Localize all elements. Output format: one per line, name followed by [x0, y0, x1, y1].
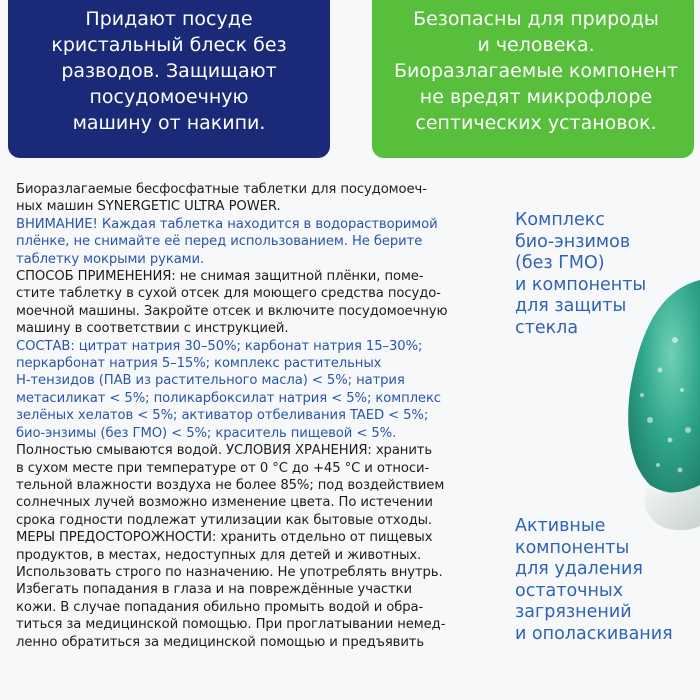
composition-line: био-энзимы (без ГМО) < 5%; краситель пищевой < 5%.: [16, 425, 397, 441]
caption-line: Активные: [515, 516, 606, 536]
text-line: Полностью смываются водой. УСЛОВИЯ ХРАНЕНИЯ: хранить: [16, 443, 433, 459]
text-line: ленно обратиться за медицинской помощью и предъявить: [16, 634, 425, 650]
panel-right-line: не вредят микрофлоре: [419, 86, 653, 108]
product-description-text: [16, 181, 496, 651]
text-line: ных машин SYNERGETIC ULTRA POWER.: [16, 199, 281, 215]
text-line: стите таблетку в сухой отсек для моющего средства посудо-: [16, 286, 441, 302]
text-line: в сухом месте при температуре от 0 °С до +45 °С и относи-: [16, 460, 430, 476]
panel-left-line: кристальный блеск без: [51, 34, 287, 56]
caption-line: био-энзимов: [515, 231, 631, 252]
caption-line: и ополаскивания: [515, 623, 673, 644]
composition-line: метасиликат < 5%; поликарбоксилат натрия < 5%; комплекс: [16, 390, 441, 406]
text-line: кожи. В случае попадания обильно промыть водой и обра-: [16, 599, 424, 615]
right-info-panel: [372, 0, 694, 158]
text-line: моечной машины. Закройте отсек и включите посудомоечную: [16, 303, 448, 319]
text-line: продуктов, в местах, недоступных для детей и животных.: [16, 547, 422, 563]
text-line: срока годности подлежат утилизации как бытовые отходы.: [16, 512, 433, 528]
composition-line: Н-тензидов (ПАВ из растительного масла) < 5%; натрия: [16, 373, 405, 389]
text-line: СПОСОБ ПРИМЕНЕНИЯ: не снимая защитной плёнки, поме-: [16, 269, 424, 285]
caption-line: для удаления: [515, 559, 643, 579]
text-line: тельной влажности воздуха не более 85%; под воздействием: [16, 477, 445, 493]
text-line: Биоразлагаемые бесфосфатные таблетки для посудомоеч-: [16, 182, 427, 197]
panel-right-line: Безопасны для природы: [413, 8, 659, 30]
composition-line: перкарбонат натрия 5–15%; комплекс растительных: [16, 356, 382, 372]
text-line: МЕРЫ ПРЕДОСТОРОЖНОСТИ: хранить отдельно от пищевых: [16, 530, 433, 546]
caption-line: Комплекс: [515, 210, 605, 230]
caption-line: остаточных: [515, 580, 624, 601]
caption-line: стекла: [515, 317, 579, 338]
composition-line: зелёных хелатов < 5%; активатор отбеливания TAED < 5%;: [16, 408, 429, 424]
panel-left-line: посудомоечную: [89, 86, 249, 108]
panel-right-line: септических установок.: [415, 112, 657, 134]
text-line: солнечных лучей возможно изменение цвета. По истечении: [16, 495, 433, 511]
text-line: Избегать попадания в глаза и на повреждённые участки: [16, 582, 413, 598]
caption-line: для защиты: [515, 296, 627, 316]
caption-line: загрязнений: [515, 602, 632, 622]
warning-line: ВНИМАНИЕ! Каждая таблетка находится в водорастворимой: [16, 216, 438, 232]
panel-left-line: разводов. Защищают: [61, 60, 277, 82]
composition-line: СОСТАВ: цитрат натрия 30–50%; карбонат натрия 15–30%;: [16, 338, 423, 354]
warning-line: таблетку мокрыми руками.: [16, 251, 205, 267]
caption-line: (без ГМО): [515, 253, 605, 273]
text-line: машину в соответствии с инструкцией.: [16, 321, 289, 337]
text-line: Использовать строго по назначению. Не употреблять внутрь.: [16, 564, 443, 580]
panel-right-line: Биоразлагаемые компонент: [393, 60, 679, 82]
panel-left-line: Придают посуде: [85, 8, 253, 30]
panel-left-line: машину от накипи.: [72, 112, 266, 134]
caption-line: компоненты: [515, 537, 630, 558]
panel-right-line: и человека.: [477, 34, 595, 56]
text-line: титься за медицинской помощью. При проглатывании немед-: [16, 617, 446, 633]
dishwasher-tablet-image: [620, 280, 700, 540]
warning-line: плёнке, не снимайте её перед использованием. Не берите: [16, 234, 423, 250]
caption-line: и компоненты: [515, 274, 647, 295]
left-info-panel: [8, 0, 330, 158]
